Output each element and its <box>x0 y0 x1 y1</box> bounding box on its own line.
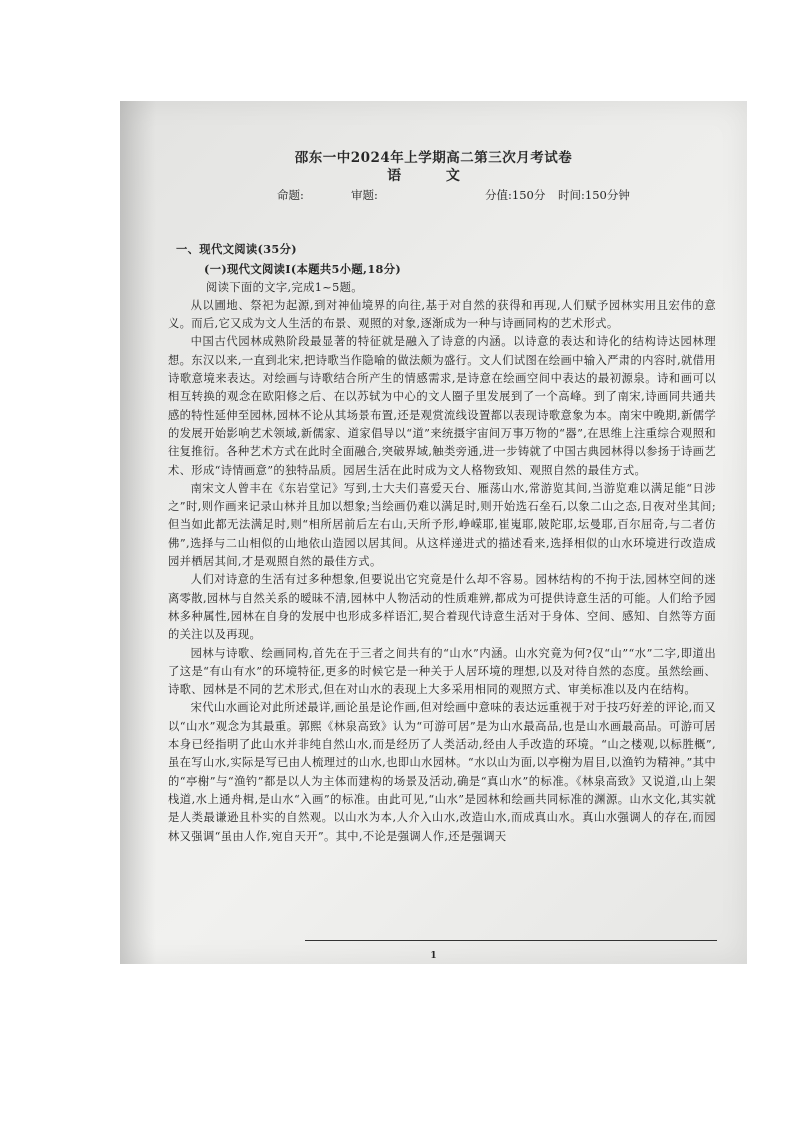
paragraph: 宋代山水画论对此所述最详,画论虽是论作画,但对绘画中意味的表达远重视于对于技巧好差的评论,而又以“山水”观念为其最重。郭熙《林泉高致》认为“可游可居”是为山水最高品,也是山水画最高品。可游可居本身已经指明了此山水并非纯自然山水,而是经历了人类活动,经由人手改造的环境。“山之楼观,以标胜概”,虽在写山水,实际是写已由人梳理过的山水,也即山水园林。“水以山为面,以亭榭为眉目,以渔钓为精神。”其中的“亭榭”与“渔钓”都是以人为主体而建构的场景及活动,确是“真山水”的标准。《林泉高致》又说道,山上架栈道,水上通舟楫,是山水“入画”的标准。由此可见,“山水”是园林和绘画共同标准的渊源。山水文化,其实就是人类最谦逊且朴实的自然观。以山水为本,人介入山水,改造山水,而成真山水。真山水强调人的存在,而园林又强调“虽由人作,宛自天开”。其中,不论是强调人作,还是强调天 <box>168 701 716 843</box>
page-number: 1 <box>430 951 437 961</box>
paragraph: 从以圃地、祭祀为起源,到对神仙境界的向往,基于对自然的获得和再现,人们赋予园林实用且宏伟的意义。而后,它又成为文人生活的布景、观照的对象,逐渐成为一种与诗画同构的艺术形式。 <box>168 298 716 331</box>
section-title: 一、现代文阅读(35分) <box>176 242 297 256</box>
reviewer-label: 审题: <box>351 188 378 202</box>
paragraph: 南宋文人曾丰在《东岩堂记》写到,士大夫们喜爱天台、雁荡山水,常游览其间,当游览难以满足能“日涉之”时,则作画来记录山林并且加以想象;当绘画仍难以满足时,则开始选石垒石,以象二山之态,日夜对坐其间;但当如此都无法满足时,则“相所居前后左右山,天所予形,峥嵘耶,崔嵬耶,陂陀耶,坛曼耶,百尔屈奇,与二者仿佛”,选择与二山相似的山地依山造园以居其间。从这样递进式的描述看来,选择相似的山水环境进行改造成园并栖居其间,才是观照自然的最佳方式。 <box>168 481 716 569</box>
paper-edge-shadow <box>120 101 156 964</box>
time-info: 时间:150分钟 <box>558 188 630 202</box>
exam-page-photo <box>120 101 747 964</box>
reading-content <box>168 240 716 846</box>
proposer-label: 命题: <box>277 188 304 202</box>
paragraph: 园林与诗歌、绘画同构,首先在于三者之间共有的“山水”内涵。山水究竟为何?仅“山”“水”二字,即道出了这是“有山有水”的环境特征,更多的时候它是一种关于人居环境的理想,以及对待自然的态度。虽然绘画、诗歌、园林是不同的艺术形式,但在对山水的表现上大多采用相同的观照方式、审美标准以及内在结构。 <box>168 646 716 697</box>
reading-instruction: 阅读下面的文字,完成1~5题。 <box>206 280 363 294</box>
footer-rule <box>305 940 717 941</box>
section-subtitle: (一)现代文阅读Ⅰ(本题共5小题,18分) <box>204 262 402 277</box>
score-info: 分值:150分 <box>485 188 546 202</box>
subject-title: 语 文 <box>387 168 480 184</box>
paragraph: 中国古代园林成熟阶段最显著的特征就是融入了诗意的内涵。以诗意的表达和诗化的结构诗达园林理想。东汉以来,一直到北宋,把诗歌当作隐喻的做法颇为盛行。文人们试图在绘画中输入严肃的内容时,就借用诗歌意境来表达。对绘画与诗歌结合所产生的情感需求,是诗意在绘画空间中表达的最初源泉。诗和画可以相互转换的观念在欧阳修之后、在以苏轼为中心的文人圈子里发展到了一个高峰。到了南宋,诗画同共通共感的特性延伸至园林,园林不论从其场景布置,还是观赏流线设置都以表现诗歌意象为本。南宋中晚期,新儒学的发展开始影响艺术领域,新儒家、道家倡导以“道”来统摄宇宙间万事万物的“器”,在思维上注重综合观照和往复推衍。各种艺术方式在此时全面融合,突破界域,触类旁通,进一步铸就了中国古典园林得以参扬于诗画艺术、形成“诗情画意”的独特品质。园居生活在此时成为文人格物致知、观照自然的最佳方式。 <box>168 335 716 477</box>
exam-title: 邵东一中2024年上学期高二第三次月考试卷 <box>294 150 573 166</box>
paragraph: 人们对诗意的生活有过多种想象,但要说出它究竟是什么却不容易。园林结构的不拘于法,园林空间的迷离零散,园林与自然关系的暧昧不清,园林中人物活动的性质难辨,都成为可提供诗意生活的可能。人们给予园林多种属性,园林在自身的发展中也形成多样语汇,契合着现代诗意生活对于身体、空间、感知、自然等方面的关注以及再现。 <box>168 573 716 642</box>
